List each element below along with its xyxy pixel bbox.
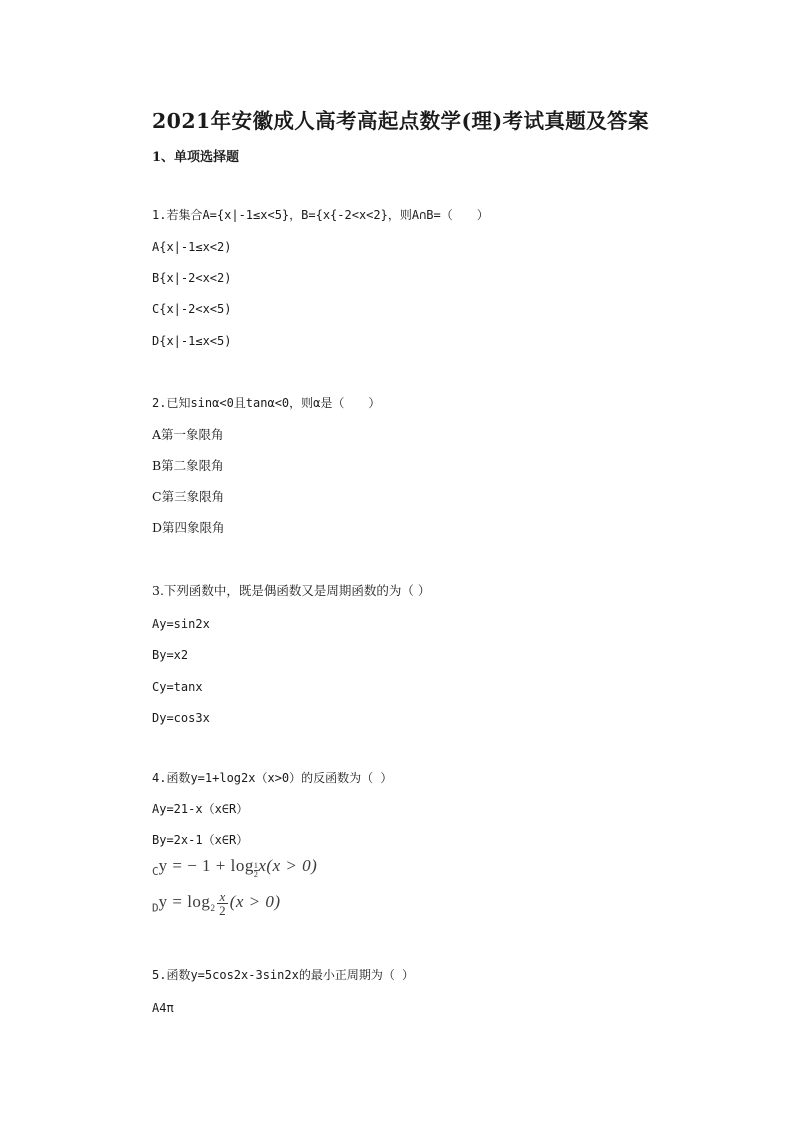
page-title: 2021年安徽成人高考高起点数学(理)考试真题及答案 [152, 109, 649, 133]
question-4-stem: 4.函数y=1+log2x（x>0）的反函数为（ ） [152, 771, 393, 785]
question-2-option-a: A第一象限角 [152, 427, 224, 442]
x-over-2-fraction: $\frac{x}{2}$ [219, 889, 227, 918]
question-5-option-a: A4π [152, 1001, 174, 1015]
question-3-option-d: Dy=cos3x [152, 711, 210, 725]
question-1-option-a: A{x|-1≤x<2) [152, 240, 232, 254]
log-base-fraction: $\frac{1}{2}$ [253, 861, 259, 879]
question-2-option-d: D第四象限角 [152, 520, 225, 535]
question-3-option-b: By=x2 [152, 648, 189, 662]
section-heading: 1、单项选择题 [152, 150, 240, 165]
question-2-option-b: B第二象限角 [152, 458, 224, 473]
question-4-option-c [152, 856, 317, 879]
option-c-formula: y = − 1 + log $\frac{1}{2}$ x(x > 0) [158, 856, 318, 879]
question-3-option-c: Cy=tanx [152, 680, 203, 694]
question-4-option-d [152, 890, 281, 917]
question-2-stem: 2.已知sinα<0且tanα<0，则α是（ ） [152, 396, 381, 410]
option-c-label: C [152, 865, 159, 878]
question-1-option-d: D{x|-1≤x<5) [152, 334, 232, 348]
question-3-option-a: Ay=sin2x [152, 617, 210, 631]
question-3-stem: 3.下列函数中，既是偶函数又是周期函数的为（ ） [152, 583, 431, 598]
question-1-stem: 1.若集合A={x|-1≤x<5}，B={x{-2<x<2}，则A∩B=（ ） [152, 208, 489, 222]
question-4-option-b: By=2x-1（x∈R） [152, 833, 249, 847]
option-d-formula: $y = \log_2$ $\frac{x}{2}$ (x > 0) [158, 889, 281, 918]
option-d-label: D [152, 901, 159, 915]
question-2-option-c: C第三象限角 [152, 489, 225, 504]
question-4-option-a: Ay=21-x（x∈R） [152, 802, 249, 816]
question-1-option-c: C{x|-2<x<5) [152, 302, 232, 316]
question-1-option-b: B{x|-2<x<2) [152, 271, 232, 285]
question-5-stem: 5.函数y=5cos2x-3sin2x的最小正周期为（ ） [152, 968, 415, 982]
